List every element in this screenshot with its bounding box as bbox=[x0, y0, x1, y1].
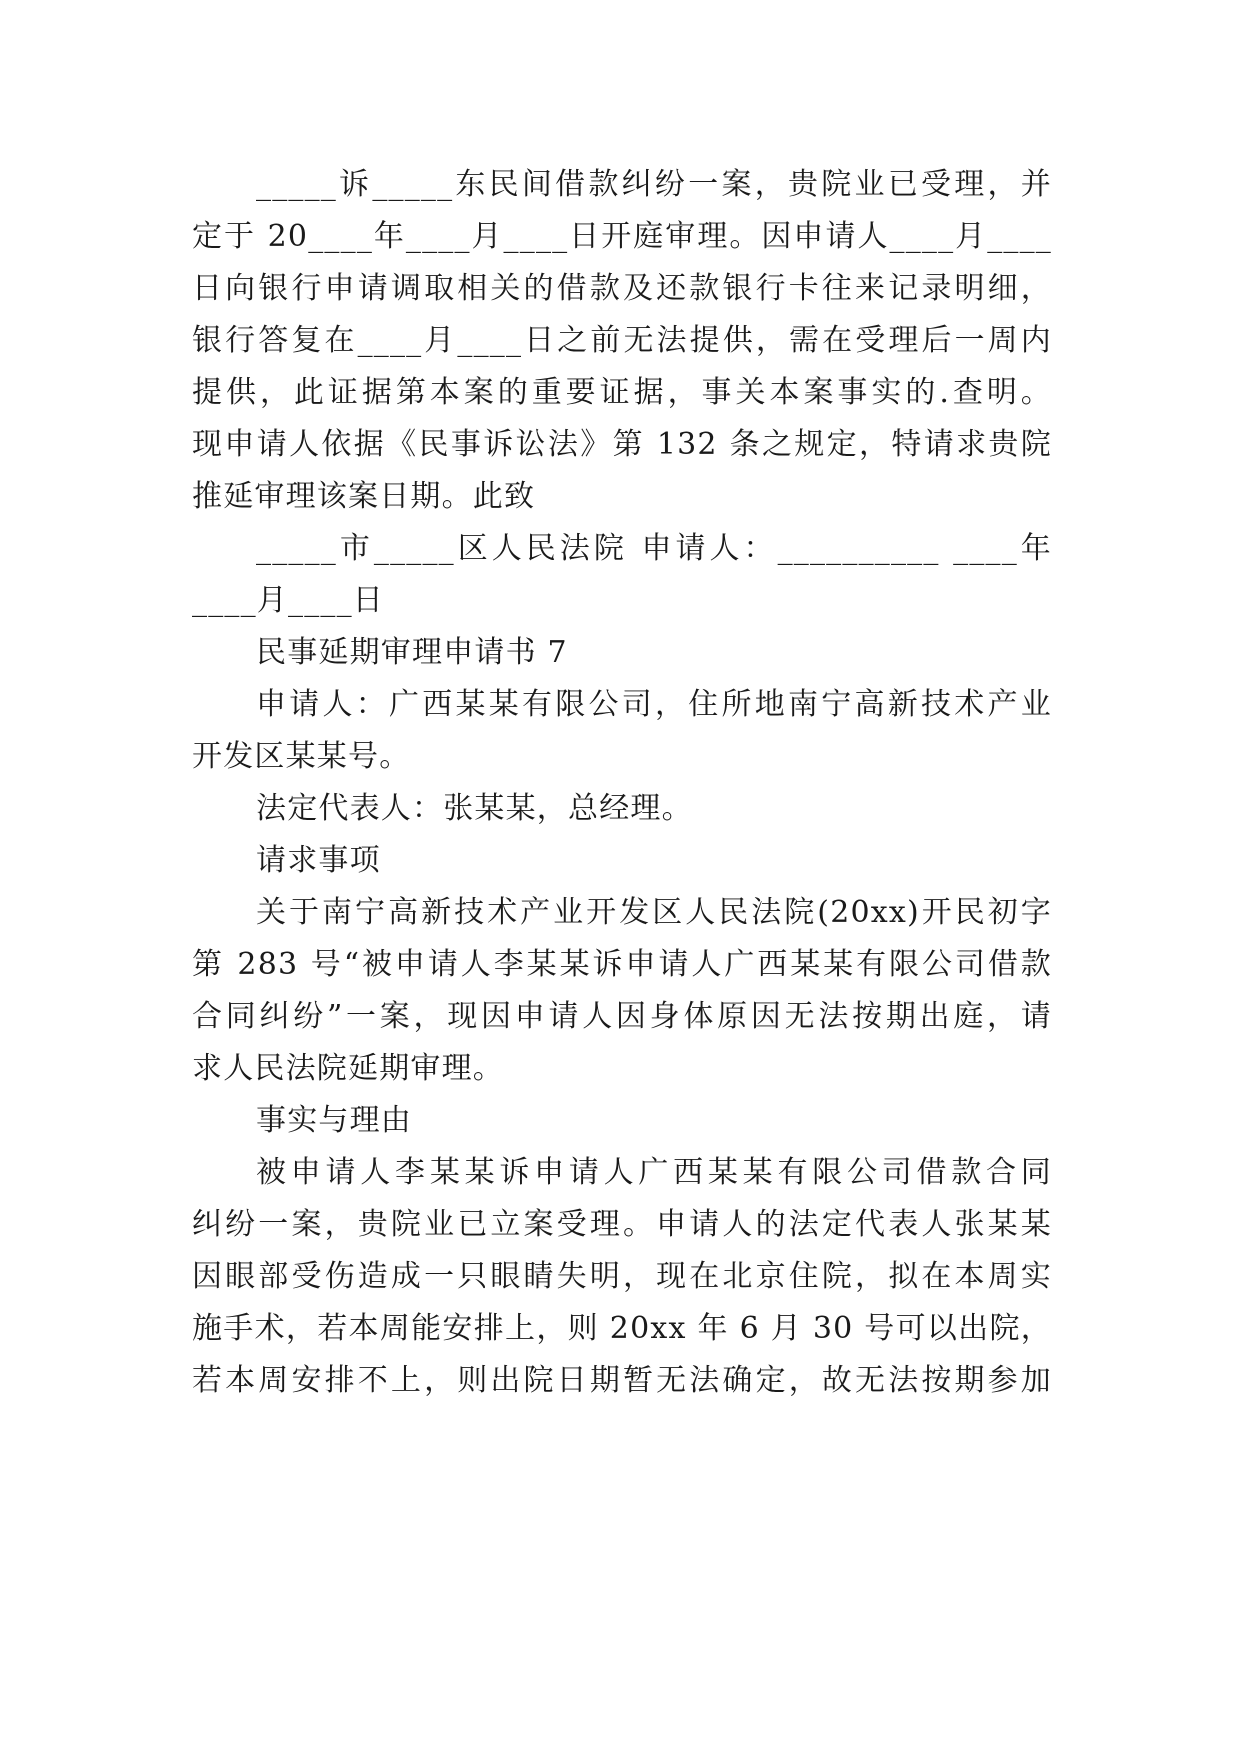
paragraph-line: 第 283 号“被申请人李某某诉申请人广西某某有限公司借款 bbox=[192, 947, 1052, 982]
applicant-line: 开发区某某号。 bbox=[192, 739, 411, 774]
paragraph-line: 日向银行申请调取相关的借款及还款银行卡往来记录明细， bbox=[192, 271, 1052, 306]
paragraph-line: 推延审理该案日期。此致 bbox=[192, 479, 536, 514]
heading-request: 请求事项 bbox=[256, 843, 381, 878]
legal-representative-line: 法定代表人：张某某，总经理。 bbox=[256, 791, 693, 826]
paragraph-line: 因眼部受伤造成一只眼睛失明，现在北京住院，拟在本周实 bbox=[192, 1259, 1052, 1294]
paragraph-line: 提供，此证据第本案的重要证据，事关本案事实的.查明。 bbox=[192, 375, 1052, 410]
paragraph-line: 纠纷一案，贵院业已立案受理。申请人的法定代表人张某某 bbox=[192, 1207, 1052, 1242]
paragraph-line: 若本周安排不上，则出院日期暂无法确定，故无法按期参加 bbox=[192, 1363, 1052, 1398]
paragraph-line: 合同纠纷”一案，现因申请人因身体原因无法按期出庭，请 bbox=[192, 999, 1052, 1034]
signature-line: _____市_____区人民法院 申请人：__________ ____年 bbox=[256, 531, 1052, 566]
section-title: 民事延期审理申请书 7 bbox=[256, 635, 568, 670]
paragraph-line: 定于 20____年____月____日开庭审理。因申请人____月____ bbox=[192, 219, 1052, 254]
applicant-line: 申请人：广西某某有限公司，住所地南宁高新技术产业 bbox=[256, 687, 1052, 722]
paragraph-line: 施手术，若本周能安排上，则 20xx 年 6 月 30 号可以出院， bbox=[192, 1311, 1052, 1346]
paragraph-line: 银行答复在____月____日之前无法提供，需在受理后一周内 bbox=[192, 323, 1052, 358]
date-line: ____月____日 bbox=[192, 583, 384, 618]
paragraph-line: 现申请人依据《民事诉讼法》第 132 条之规定，特请求贵院 bbox=[192, 427, 1052, 462]
paragraph-line: 求人民法院延期审理。 bbox=[192, 1051, 504, 1086]
paragraph-line: 关于南宁高新技术产业开发区人民法院(20xx)开民初字 bbox=[256, 895, 1052, 930]
paragraph-line: _____诉_____东民间借款纠纷一案，贵院业已受理，并 bbox=[256, 167, 1052, 202]
paragraph-line: 被申请人李某某诉申请人广西某某有限公司借款合同 bbox=[256, 1155, 1052, 1190]
heading-facts: 事实与理由 bbox=[256, 1103, 412, 1138]
